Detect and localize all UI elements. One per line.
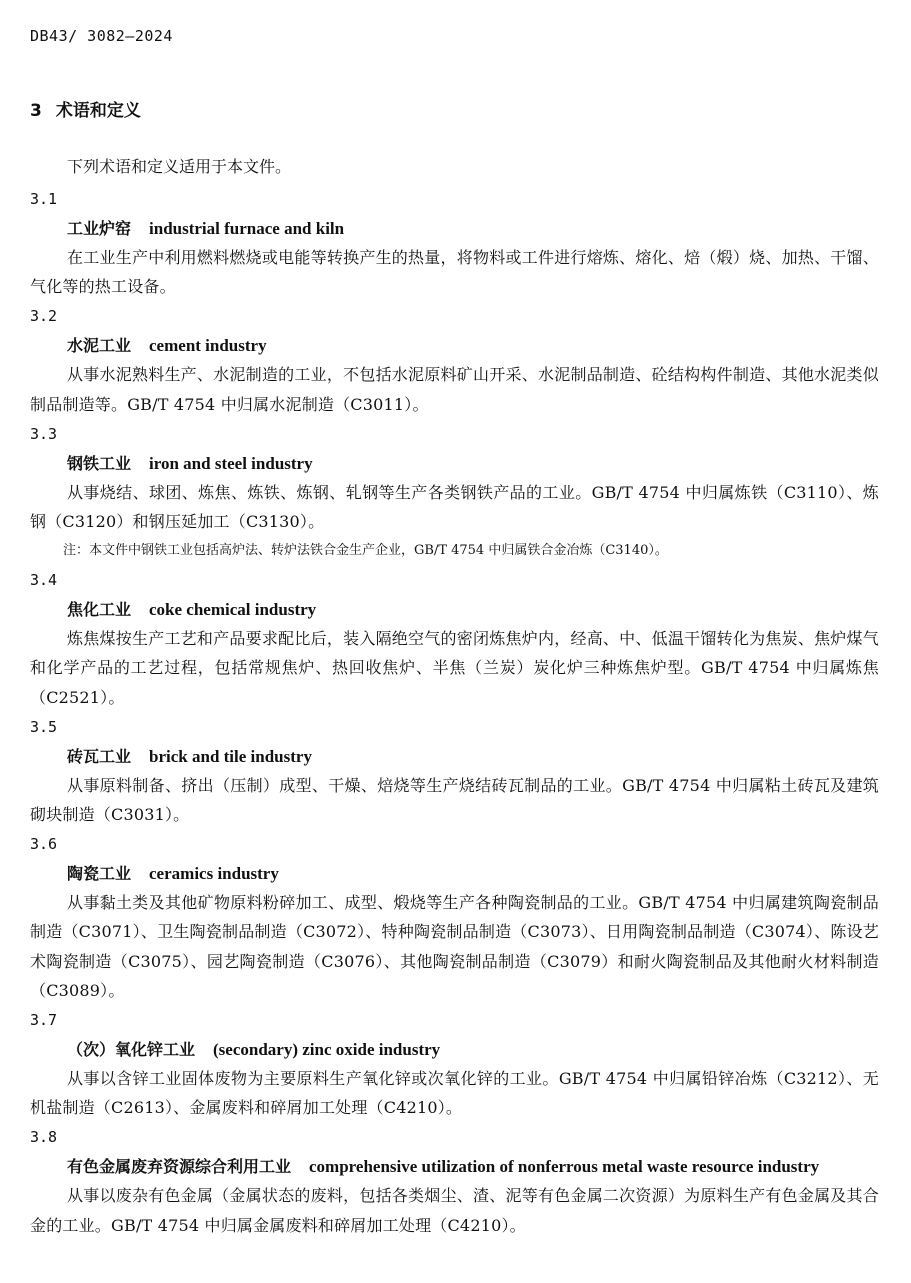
intro-paragraph: 下列术语和定义适用于本文件。 [67,157,292,176]
term-number: 3.4 [30,571,58,590]
term-en: ceramics industry [149,864,279,884]
term-title [30,1152,879,1181]
term-entry [0,712,911,829]
term-entry [0,1122,911,1239]
term-title [67,1035,879,1064]
term-definition: 从事以废杂有色金属（金属状态的废料，包括各类烟尘、渣、泥等有色金属二次资源）为原料生产有色金属及其合金的工业。GB/T 4754 中归属金属废料和碎屑加工处理（C4210）。 [30,1186,879,1235]
document-code: DB43/ 3082—2024 [30,27,173,45]
term-en: iron and steel industry [149,453,313,473]
term-zh: 工业炉窑 [67,219,132,238]
term-number: 3.1 [30,190,58,208]
section-number: 3 [30,101,42,121]
term-title [67,214,879,243]
term-number: 3.6 [30,835,58,854]
term-en: brick and tile industry [149,746,312,766]
term-en: (secondary) zinc oxide industry [213,1040,441,1060]
term-number: 3.8 [30,1128,58,1147]
term-definition: 从事以含锌工业固体废物为主要原料生产氧化锌或次氧化锌的工业。GB/T 4754 中归属铅锌冶炼（C3212）、无机盐制造（C2613）、金属废料和碎屑加工处理（C4210）。 [30,1069,879,1118]
term-definition: 在工业生产中利用燃料燃烧或电能等转换产生的热量，将物料或工件进行熔炼、熔化、焙（煅）烧、加热、干馏、气化等的热工设备。 [30,248,879,297]
term-title [67,859,879,888]
term-number: 3.7 [30,1011,58,1030]
term-entry [0,184,911,301]
term-zh: 陶瓷工业 [67,864,132,884]
term-number: 3.2 [30,307,58,326]
term-en: industrial furnace and kiln [149,219,345,238]
term-definition: 从事黏土类及其他矿物原料粉碎加工、成型、煅烧等生产各种陶瓷制品的工业。GB/T 4754 中归属建筑陶瓷制品制造（C3071）、卫生陶瓷制品制造（C3072）、特种陶瓷制品制造（C3073）、日用陶瓷制品制造（C3074）、陈设艺术陶瓷制造（C3075）、园艺陶瓷制造（C3076）、其他陶瓷制品制造（C3079）和耐火陶瓷制品及其他耐火材料制造（C3089）。 [30,893,879,1000]
term-title [67,449,879,478]
term-title [67,595,879,624]
term-entry [0,829,911,1005]
term-zh: 水泥工业 [67,336,132,356]
section-heading [30,96,141,121]
term-definition: 从事原料制备、挤出（压制）成型、干燥、焙烧等生产烧结砖瓦制品的工业。GB/T 4754 中归属粘土砖瓦及建筑砌块制造（C3031）。 [30,775,879,825]
term-entry [0,1005,911,1122]
term-number: 3.5 [30,717,58,736]
section-title: 术语和定义 [55,101,141,121]
term-definition: 炼焦煤按生产工艺和产品要求配比后，装入隔绝空气的密闭炼焦炉内，经高、中、低温干馏转化为焦炭、焦炉煤气和化学产品的工艺过程，包括常规焦炉、热回收焦炉、半焦（兰炭）炭化炉三种炼焦炉型。GB/T 4754 中归属炼焦（C2521）。 [30,629,879,707]
term-zh: 砖瓦工业 [67,746,132,766]
term-number: 3.3 [30,424,58,443]
term-definition: 从事水泥熟料生产、水泥制造的工业，不包括水泥原料矿山开采、水泥制品制造、砼结构构件制造、其他水泥类似制品制造等。GB/T 4754 中归属水泥制造（C3011）。 [30,365,879,414]
term-note: 注：本文件中钢铁工业包括高炉法、转炉法铁合金生产企业，GB/T 4754 中归属铁合金冶炼（C3140）。 [63,543,668,559]
term-en: coke chemical industry [149,600,317,620]
term-entry [0,301,911,418]
term-zh: 有色金属废弃资源综合利用工业 [67,1157,292,1177]
term-en: cement industry [149,336,267,356]
term-entry [0,565,911,712]
term-zh: （次）氧化锌工业 [67,1040,196,1060]
term-title [67,742,879,771]
terms-list [0,184,911,1240]
term-entry [0,419,911,565]
term-zh: 焦化工业 [67,600,132,620]
term-zh: 钢铁工业 [67,453,132,473]
term-en: comprehensive utilization of nonferrous metal waste resource industry [309,1157,820,1177]
term-definition: 从事烧结、球团、炼焦、炼铁、炼钢、轧钢等生产各类钢铁产品的工业。GB/T 4754 中归属炼铁（C3110）、炼钢（C3120）和钢压延加工（C3130）。 [30,482,879,532]
term-title [67,331,879,360]
